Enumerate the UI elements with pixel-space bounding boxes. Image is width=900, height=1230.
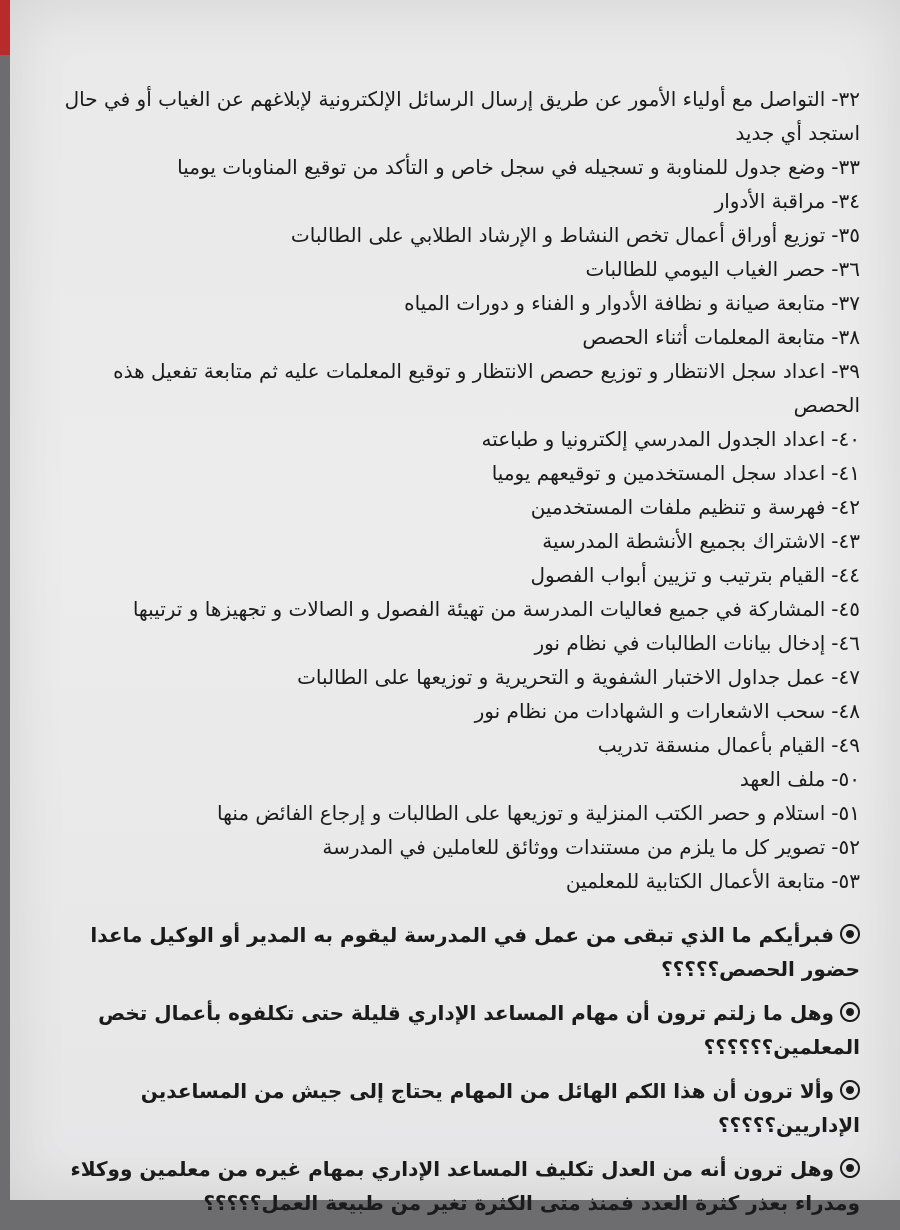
question-item [50,996,860,1064]
item-text: اعداد الجدول المدرسي إلكترونيا و طباعته [481,427,826,451]
circle-bullet-icon [840,1002,860,1022]
list-item [50,354,860,422]
list-item [50,796,860,830]
document-body [50,82,860,1230]
list-item [50,320,860,354]
list-item [50,252,860,286]
item-number: ٣٦- [831,257,860,281]
circle-bullet-icon [840,1158,860,1178]
paper-sheet [10,0,900,1215]
list-item [50,150,860,184]
question-item [50,1074,860,1142]
red-corner-edge [0,0,10,55]
question-text: وهل ما زلتم ترون أن مهام المساعد الإداري قليلة حتى تكلفوه بأعمال تخص المعلمين؟؟؟؟؟؟ [98,1001,860,1059]
item-text: المشاركة في جميع فعاليات المدرسة من تهيئة الفصول و الصالات و تجهيزها و ترتيبها [132,597,826,621]
list-item [50,490,860,524]
item-text: سحب الاشعارات و الشهادات من نظام نور [474,699,826,723]
item-number: ٥٠- [831,767,860,791]
item-text: مراقبة الأدوار [714,189,826,213]
question-text: وهل ترون أنه من العدل تكليف المساعد الإداري بمهام غيره من معلمين ووكلاء ومدراء بعذر كثرة العدد فمنذ متى الكثرة تغير من طبيعة العمل؟؟؟؟؟ [70,1157,860,1215]
item-number: ٤٧- [831,665,860,689]
question-item [50,1152,860,1220]
item-number: ٣٨- [831,325,860,349]
circle-bullet-icon [840,924,860,944]
item-number: ٤٣- [831,529,860,553]
list-item [50,626,860,660]
question-text: فبرأيكم ما الذي تبقى من عمل في المدرسة ليقوم به المدير أو الوكيل ماعدا حضور الحصص؟؟؟؟؟ [90,923,860,981]
item-text: فهرسة و تنظيم ملفات المستخدمين [530,495,826,519]
item-number: ٤٤- [831,563,860,587]
list-item [50,218,860,252]
item-text: متابعة صيانة و نظافة الأدوار و الفناء و دورات المياه [404,291,826,315]
list-item [50,82,860,150]
item-text: متابعة الأعمال الكتابية للمعلمين [565,869,826,893]
item-text: اعداد سجل الانتظار و توزيع حصص الانتظار و توقيع المعلمات عليه ثم متابعة تفعيل هذه الحصص [113,359,860,417]
item-text: ملف العهد [739,767,826,791]
list-item [50,184,860,218]
item-text: وضع جدول للمناوبة و تسجيله في سجل خاص و التأكد من توقيع المناوبات يوميا [177,155,826,179]
item-number: ٤٠- [831,427,860,451]
item-number: ٤٢- [831,495,860,519]
list-item [50,592,860,626]
question-text: وألا ترون أن هذا الكم الهائل من المهام يحتاج إلى جيش من المساعدين الإداريين؟؟؟؟؟ [140,1079,860,1137]
list-item [50,286,860,320]
item-number: ٣٩- [831,359,860,383]
list-item [50,728,860,762]
item-number: ٣٢- [831,87,860,111]
item-text: تصوير كل ما يلزم من مستندات ووثائق للعاملين في المدرسة [322,835,826,859]
item-text: الاشتراك بجميع الأنشطة المدرسية [542,529,826,553]
item-number: ٤٩- [831,733,860,757]
item-text: اعداد سجل المستخدمين و توقيعهم يوميا [491,461,826,485]
item-number: ٤٥- [831,597,860,621]
list-item [50,422,860,456]
item-number: ٤٨- [831,699,860,723]
item-text: حصر الغياب اليومي للطالبات [585,257,826,281]
item-number: ٤٦- [831,631,860,655]
item-number: ٥٣- [831,869,860,893]
item-text: عمل جداول الاختبار الشفوية و التحريرية و توزيعها على الطالبات [297,665,826,689]
item-text: توزيع أوراق أعمال تخص النشاط و الإرشاد الطلابي على الطالبات [290,223,826,247]
item-number: ٣٤- [831,189,860,213]
list-item [50,558,860,592]
list-item [50,456,860,490]
question-item [50,918,860,986]
item-text: إدخال بيانات الطالبات في نظام نور [534,631,826,655]
item-number: ٣٥- [831,223,860,247]
list-item [50,524,860,558]
list-item [50,762,860,796]
item-number: ٤١- [831,461,860,485]
item-number: ٣٣- [831,155,860,179]
item-text: استلام و حصر الكتب المنزلية و توزيعها على الطالبات و إرجاع الفائض منها [217,801,826,825]
list-item [50,694,860,728]
list-item [50,830,860,864]
item-text: التواصل مع أولياء الأمور عن طريق إرسال الرسائل الإلكترونية لإبلاغهم عن الغياب أو في حال استجد أي جديد [64,87,860,145]
item-number: ٥١- [831,801,860,825]
item-text: متابعة المعلمات أثناء الحصص [582,325,826,349]
item-text: القيام بأعمال منسقة تدريب [597,733,826,757]
list-item [50,864,860,898]
questions-section [50,918,860,1220]
circle-bullet-icon [840,1080,860,1100]
item-text: القيام بترتيب و تزيين أبواب الفصول [530,563,826,587]
item-number: ٥٢- [831,835,860,859]
list-item [50,660,860,694]
item-number: ٣٧- [831,291,860,315]
